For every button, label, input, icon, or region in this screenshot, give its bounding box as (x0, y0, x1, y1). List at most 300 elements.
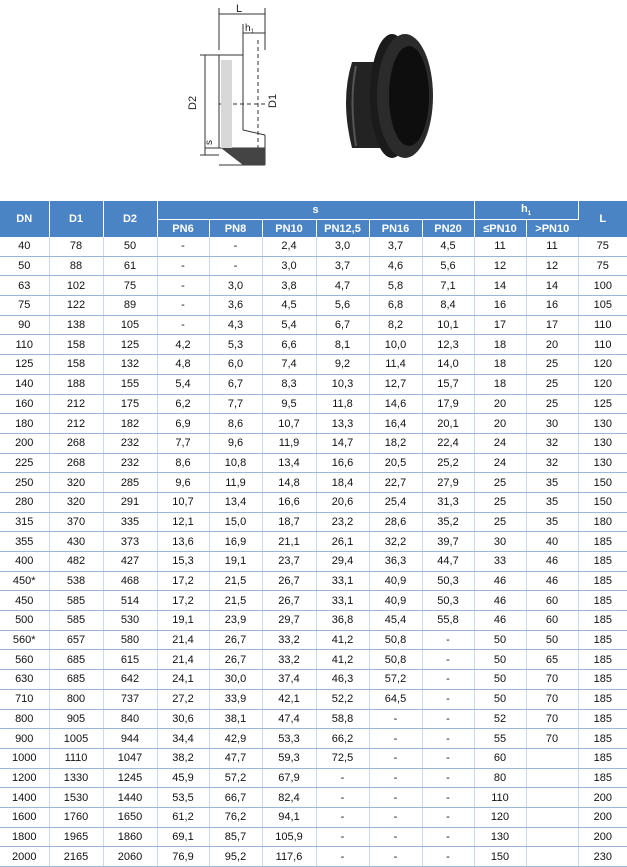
cell-s-pn8: 57,2 (209, 768, 262, 788)
cell-h1-gt-pn10: 20 (526, 335, 578, 355)
cell-s-pn20: - (422, 768, 474, 788)
cell-s-pn16: 32,2 (369, 532, 422, 552)
cell-dn: 180 (0, 414, 49, 434)
cell-dn: 560* (0, 630, 49, 650)
cell-s-pn6: 4,8 (157, 355, 209, 375)
table-row (0, 709, 627, 729)
cell-dn: 450* (0, 571, 49, 591)
cell-d2: 232 (103, 453, 157, 473)
cell-s-pn16: 14,6 (369, 394, 422, 414)
cell-s-pn12-5: 52,2 (316, 689, 369, 709)
cell-h1-gt-pn10: 35 (526, 473, 578, 493)
cell-h1-gt-pn10: 32 (526, 453, 578, 473)
cell-s-pn10: 47,4 (262, 709, 316, 729)
header-d2: D2 (103, 201, 157, 237)
cell-d1: 430 (49, 532, 103, 552)
cell-s-pn8: 15,0 (209, 512, 262, 532)
cell-s-pn12-5: 18,4 (316, 473, 369, 493)
cell-s-pn6: 24,1 (157, 670, 209, 690)
cell-dn: 2000 (0, 847, 49, 867)
table-row (0, 335, 627, 355)
cell-s-pn12-5: 13,3 (316, 414, 369, 434)
cell-d1: 158 (49, 335, 103, 355)
cell-s-pn16: 45,4 (369, 611, 422, 631)
cell-s-pn16: - (369, 788, 422, 808)
cell-h1-gt-pn10: 12 (526, 256, 578, 276)
cell-d1: 268 (49, 453, 103, 473)
cell-d1: 538 (49, 571, 103, 591)
cell-s-pn10: 18,7 (262, 512, 316, 532)
cell-s-pn20: 7,1 (422, 276, 474, 296)
cell-s-pn20: 8,4 (422, 296, 474, 316)
cell-h1-gt-pn10: 46 (526, 571, 578, 591)
cell-h1-le-pn10: 24 (474, 433, 526, 453)
cell-s-pn16: 20,5 (369, 453, 422, 473)
cell-s-pn10: 9,5 (262, 394, 316, 414)
cell-d1: 212 (49, 394, 103, 414)
cell-l: 100 (578, 276, 627, 296)
cell-h1-le-pn10: 60 (474, 748, 526, 768)
cell-d2: 530 (103, 611, 157, 631)
cell-h1-le-pn10: 16 (474, 296, 526, 316)
header-pn10: PN10 (262, 220, 316, 238)
cell-l: 185 (578, 709, 627, 729)
cell-h1-gt-pn10: 25 (526, 355, 578, 375)
cell-s-pn6: 5,4 (157, 374, 209, 394)
cell-s-pn20: 31,3 (422, 492, 474, 512)
cell-l: 230 (578, 847, 627, 867)
cell-s-pn10: 94,1 (262, 807, 316, 827)
cell-d2: 1440 (103, 788, 157, 808)
cell-d1: 1005 (49, 729, 103, 749)
cell-s-pn6: 6,2 (157, 394, 209, 414)
cell-h1-gt-pn10: 25 (526, 374, 578, 394)
cell-h1-le-pn10: 130 (474, 827, 526, 847)
cell-h1-gt-pn10: 70 (526, 689, 578, 709)
cell-d1: 685 (49, 650, 103, 670)
cell-s-pn6: 8,6 (157, 453, 209, 473)
cell-s-pn16: - (369, 748, 422, 768)
cell-d2: 944 (103, 729, 157, 749)
table-row (0, 433, 627, 453)
header-pn12-5: PN12,5 (316, 220, 369, 238)
cell-s-pn8: 3,0 (209, 276, 262, 296)
cell-s-pn10: 67,9 (262, 768, 316, 788)
cell-d2: 155 (103, 374, 157, 394)
header-h1: $h_1$ (474, 201, 578, 220)
cell-l: 185 (578, 591, 627, 611)
cell-s-pn20: 20,1 (422, 414, 474, 434)
cell-h1-le-pn10: 46 (474, 571, 526, 591)
cell-l: 150 (578, 473, 627, 493)
cell-d1: 158 (49, 355, 103, 375)
table-row (0, 729, 627, 749)
cell-h1-gt-pn10: 11 (526, 237, 578, 256)
cell-l: 200 (578, 807, 627, 827)
cell-d1: 212 (49, 414, 103, 434)
cell-s-pn10: 2,4 (262, 237, 316, 256)
header-h1-gt-pn10: >PN10 (526, 220, 578, 238)
cell-dn: 315 (0, 512, 49, 532)
cell-s-pn10: 21,1 (262, 532, 316, 552)
cell-h1-gt-pn10 (526, 788, 578, 808)
cell-s-pn16: - (369, 709, 422, 729)
cell-dn: 110 (0, 335, 49, 355)
cell-s-pn20: 35,2 (422, 512, 474, 532)
cell-s-pn10: 10,7 (262, 414, 316, 434)
cell-s-pn20: - (422, 709, 474, 729)
cell-s-pn20: 12,3 (422, 335, 474, 355)
table-row (0, 552, 627, 572)
cell-d2: 105 (103, 315, 157, 335)
cell-s-pn12-5: 5,6 (316, 296, 369, 316)
cell-h1-gt-pn10: 32 (526, 433, 578, 453)
cell-s-pn20: - (422, 847, 474, 867)
cell-s-pn6: 9,6 (157, 473, 209, 493)
cell-s-pn8: 21,5 (209, 591, 262, 611)
cell-s-pn6: 4,2 (157, 335, 209, 355)
cell-s-pn6: 27,2 (157, 689, 209, 709)
cell-s-pn8: 5,3 (209, 335, 262, 355)
cell-s-pn6: - (157, 315, 209, 335)
cell-s-pn8: 16,9 (209, 532, 262, 552)
cell-h1-le-pn10: 12 (474, 256, 526, 276)
cell-d1: 585 (49, 611, 103, 631)
cell-s-pn12-5: - (316, 827, 369, 847)
cell-s-pn8: 3,6 (209, 296, 262, 316)
cell-d1: 188 (49, 374, 103, 394)
cell-s-pn16: 40,9 (369, 571, 422, 591)
cell-dn: 800 (0, 709, 49, 729)
cell-s-pn12-5: - (316, 768, 369, 788)
cell-s-pn20: 10,1 (422, 315, 474, 335)
cell-s-pn12-5: 16,6 (316, 453, 369, 473)
cell-l: 130 (578, 433, 627, 453)
cell-dn: 200 (0, 433, 49, 453)
cell-dn: 250 (0, 473, 49, 493)
cell-h1-le-pn10: 80 (474, 768, 526, 788)
cell-s-pn20: 4,5 (422, 237, 474, 256)
cell-s-pn12-5: 9,2 (316, 355, 369, 375)
cell-h1-gt-pn10 (526, 748, 578, 768)
drawing-label-s: s (204, 140, 215, 145)
cell-s-pn8: 26,7 (209, 630, 262, 650)
cell-h1-le-pn10: 30 (474, 532, 526, 552)
cell-s-pn16: - (369, 768, 422, 788)
table-row (0, 630, 627, 650)
table-row (0, 611, 627, 631)
cell-h1-gt-pn10: 35 (526, 512, 578, 532)
cell-s-pn20: - (422, 689, 474, 709)
cell-s-pn6: 34,4 (157, 729, 209, 749)
dimensions-table (0, 201, 627, 867)
cell-s-pn8: 30,0 (209, 670, 262, 690)
cell-d1: 370 (49, 512, 103, 532)
cell-s-pn12-5: 46,3 (316, 670, 369, 690)
cell-s-pn8: 4,3 (209, 315, 262, 335)
cell-s-pn16: 50,8 (369, 630, 422, 650)
cell-l: 185 (578, 689, 627, 709)
cell-h1-le-pn10: 11 (474, 237, 526, 256)
cell-s-pn20: - (422, 670, 474, 690)
table-row (0, 512, 627, 532)
cell-s-pn20: 5,6 (422, 256, 474, 276)
cell-h1-gt-pn10: 14 (526, 276, 578, 296)
cell-dn: 630 (0, 670, 49, 690)
cell-d1: 320 (49, 473, 103, 493)
cell-s-pn10: 4,5 (262, 296, 316, 316)
cell-s-pn20: - (422, 630, 474, 650)
cell-h1-gt-pn10: 70 (526, 709, 578, 729)
cell-s-pn16: 16,4 (369, 414, 422, 434)
cell-s-pn16: - (369, 827, 422, 847)
cell-d1: 482 (49, 552, 103, 572)
cell-d1: 1760 (49, 807, 103, 827)
cell-s-pn10: 23,7 (262, 552, 316, 572)
drawing-label-D2: D2 (187, 95, 199, 110)
cell-s-pn16: - (369, 729, 422, 749)
cell-h1-gt-pn10: 17 (526, 315, 578, 335)
cell-d2: 75 (103, 276, 157, 296)
table-row (0, 650, 627, 670)
table-row (0, 532, 627, 552)
cell-s-pn10: 37,4 (262, 670, 316, 690)
cell-s-pn20: - (422, 748, 474, 768)
cell-d2: 61 (103, 256, 157, 276)
cell-s-pn8: 10,8 (209, 453, 262, 473)
cell-d1: 102 (49, 276, 103, 296)
cell-s-pn20: 27,9 (422, 473, 474, 493)
cell-s-pn12-5: 10,3 (316, 374, 369, 394)
cell-d2: 427 (103, 552, 157, 572)
cell-h1-gt-pn10: 25 (526, 394, 578, 414)
table-row (0, 591, 627, 611)
cell-s-pn6: - (157, 237, 209, 256)
cell-l: 200 (578, 788, 627, 808)
cell-d2: 840 (103, 709, 157, 729)
cell-s-pn6: - (157, 296, 209, 316)
cell-l: 130 (578, 414, 627, 434)
cell-s-pn8: 66,7 (209, 788, 262, 808)
cell-h1-le-pn10: 25 (474, 473, 526, 493)
cell-d1: 905 (49, 709, 103, 729)
cell-s-pn20: 22,4 (422, 433, 474, 453)
cell-l: 185 (578, 670, 627, 690)
cell-h1-le-pn10: 18 (474, 335, 526, 355)
cell-l: 185 (578, 768, 627, 788)
cell-d1: 685 (49, 670, 103, 690)
cell-s-pn16: 3,7 (369, 237, 422, 256)
cell-dn: 400 (0, 552, 49, 572)
cell-s-pn12-5: 3,0 (316, 237, 369, 256)
header-pn20: PN20 (422, 220, 474, 238)
cell-s-pn16: 57,2 (369, 670, 422, 690)
cell-l: 185 (578, 532, 627, 552)
cell-h1-gt-pn10: 60 (526, 591, 578, 611)
cell-s-pn8: 95,2 (209, 847, 262, 867)
cell-s-pn6: 21,4 (157, 630, 209, 650)
cell-s-pn8: 8,6 (209, 414, 262, 434)
cell-h1-gt-pn10: 70 (526, 729, 578, 749)
cell-s-pn8: - (209, 256, 262, 276)
cell-h1-gt-pn10: 16 (526, 296, 578, 316)
cell-s-pn12-5: 23,2 (316, 512, 369, 532)
cell-h1-le-pn10: 25 (474, 492, 526, 512)
cell-h1-le-pn10: 50 (474, 630, 526, 650)
cell-d1: 800 (49, 689, 103, 709)
cell-h1-gt-pn10: 35 (526, 492, 578, 512)
cell-l: 110 (578, 335, 627, 355)
header-d1: D1 (49, 201, 103, 237)
cell-d2: 2060 (103, 847, 157, 867)
cell-s-pn8: - (209, 237, 262, 256)
cell-s-pn6: - (157, 276, 209, 296)
cell-dn: 125 (0, 355, 49, 375)
cell-l: 185 (578, 650, 627, 670)
cell-dn: 63 (0, 276, 49, 296)
table-row (0, 414, 627, 434)
table-row (0, 394, 627, 414)
cell-s-pn16: 50,8 (369, 650, 422, 670)
cell-s-pn10: 33,2 (262, 630, 316, 650)
cell-d2: 514 (103, 591, 157, 611)
drawing-label-h1: $h_1$ (245, 23, 254, 35)
cell-s-pn16: 25,4 (369, 492, 422, 512)
header-pn16: PN16 (369, 220, 422, 238)
cell-d2: 50 (103, 237, 157, 256)
cell-l: 75 (578, 237, 627, 256)
table-row (0, 315, 627, 335)
cell-d2: 373 (103, 532, 157, 552)
cell-dn: 710 (0, 689, 49, 709)
cell-h1-le-pn10: 20 (474, 414, 526, 434)
cell-h1-gt-pn10: 50 (526, 630, 578, 650)
cell-d2: 182 (103, 414, 157, 434)
cell-d2: 285 (103, 473, 157, 493)
table-row (0, 807, 627, 827)
cell-dn: 280 (0, 492, 49, 512)
cell-s-pn12-5: 41,2 (316, 650, 369, 670)
table-row (0, 571, 627, 591)
table-row (0, 748, 627, 768)
wall-shade (221, 60, 232, 148)
cell-d2: 125 (103, 335, 157, 355)
cell-s-pn8: 42,9 (209, 729, 262, 749)
cell-s-pn8: 85,7 (209, 827, 262, 847)
cell-s-pn6: 6,9 (157, 414, 209, 434)
cell-s-pn12-5: - (316, 807, 369, 827)
cell-s-pn12-5: - (316, 847, 369, 867)
cell-h1-le-pn10: 50 (474, 689, 526, 709)
header-dn: DN (0, 201, 49, 237)
cell-s-pn6: 10,7 (157, 492, 209, 512)
cell-l: 200 (578, 827, 627, 847)
cell-s-pn12-5: 36,8 (316, 611, 369, 631)
header-l: L (578, 201, 627, 237)
cell-s-pn8: 7,7 (209, 394, 262, 414)
cell-s-pn20: 25,2 (422, 453, 474, 473)
cell-s-pn12-5: 3,7 (316, 256, 369, 276)
cell-s-pn12-5: 33,1 (316, 591, 369, 611)
cell-s-pn16: - (369, 847, 422, 867)
cell-h1-gt-pn10 (526, 847, 578, 867)
cell-s-pn8: 47,7 (209, 748, 262, 768)
table-row (0, 689, 627, 709)
cell-d1: 78 (49, 237, 103, 256)
cell-s-pn8: 11,9 (209, 473, 262, 493)
cell-s-pn20: - (422, 807, 474, 827)
cell-s-pn6: 17,2 (157, 571, 209, 591)
cell-s-pn20: 39,7 (422, 532, 474, 552)
cell-dn: 1800 (0, 827, 49, 847)
table-row (0, 670, 627, 690)
cell-s-pn10: 6,6 (262, 335, 316, 355)
cell-s-pn10: 82,4 (262, 788, 316, 808)
cell-s-pn10: 33,2 (262, 650, 316, 670)
stub-flange-image (346, 34, 433, 158)
table-row (0, 768, 627, 788)
table-row (0, 492, 627, 512)
cell-s-pn12-5: 11,8 (316, 394, 369, 414)
cell-l: 120 (578, 355, 627, 375)
cell-s-pn10: 117,6 (262, 847, 316, 867)
cell-s-pn10: 13,4 (262, 453, 316, 473)
cell-s-pn10: 16,6 (262, 492, 316, 512)
cell-d1: 138 (49, 315, 103, 335)
cell-s-pn10: 3,8 (262, 276, 316, 296)
table-body (0, 237, 627, 867)
cell-s-pn6: 61,2 (157, 807, 209, 827)
cell-s-pn12-5: 58,8 (316, 709, 369, 729)
cell-dn: 450 (0, 591, 49, 611)
cell-s-pn10: 26,7 (262, 571, 316, 591)
cell-dn: 225 (0, 453, 49, 473)
cell-s-pn20: - (422, 827, 474, 847)
cell-s-pn20: - (422, 729, 474, 749)
cell-s-pn12-5: 4,7 (316, 276, 369, 296)
cell-l: 110 (578, 315, 627, 335)
cell-d2: 175 (103, 394, 157, 414)
cell-s-pn20: - (422, 788, 474, 808)
cell-d2: 1245 (103, 768, 157, 788)
cell-s-pn8: 19,1 (209, 552, 262, 572)
cell-s-pn6: - (157, 256, 209, 276)
cell-h1-le-pn10: 20 (474, 394, 526, 414)
cell-dn: 900 (0, 729, 49, 749)
cell-h1-le-pn10: 14 (474, 276, 526, 296)
cell-l: 75 (578, 256, 627, 276)
table-row (0, 296, 627, 316)
cell-h1-le-pn10: 24 (474, 453, 526, 473)
cell-s-pn16: 28,6 (369, 512, 422, 532)
cell-s-pn10: 7,4 (262, 355, 316, 375)
cell-h1-le-pn10: 52 (474, 709, 526, 729)
cell-s-pn20: 50,3 (422, 591, 474, 611)
cell-s-pn16: 11,4 (369, 355, 422, 375)
cell-l: 105 (578, 296, 627, 316)
cell-dn: 75 (0, 296, 49, 316)
cell-s-pn6: 13,6 (157, 532, 209, 552)
cell-h1-gt-pn10 (526, 807, 578, 827)
drawing-label-D1: D1 (267, 93, 279, 108)
cell-h1-gt-pn10: 30 (526, 414, 578, 434)
cell-d2: 1650 (103, 807, 157, 827)
cell-h1-le-pn10: 150 (474, 847, 526, 867)
cell-h1-le-pn10: 120 (474, 807, 526, 827)
cell-s-pn8: 76,2 (209, 807, 262, 827)
cell-s-pn10: 26,7 (262, 591, 316, 611)
cell-s-pn20: 44,7 (422, 552, 474, 572)
